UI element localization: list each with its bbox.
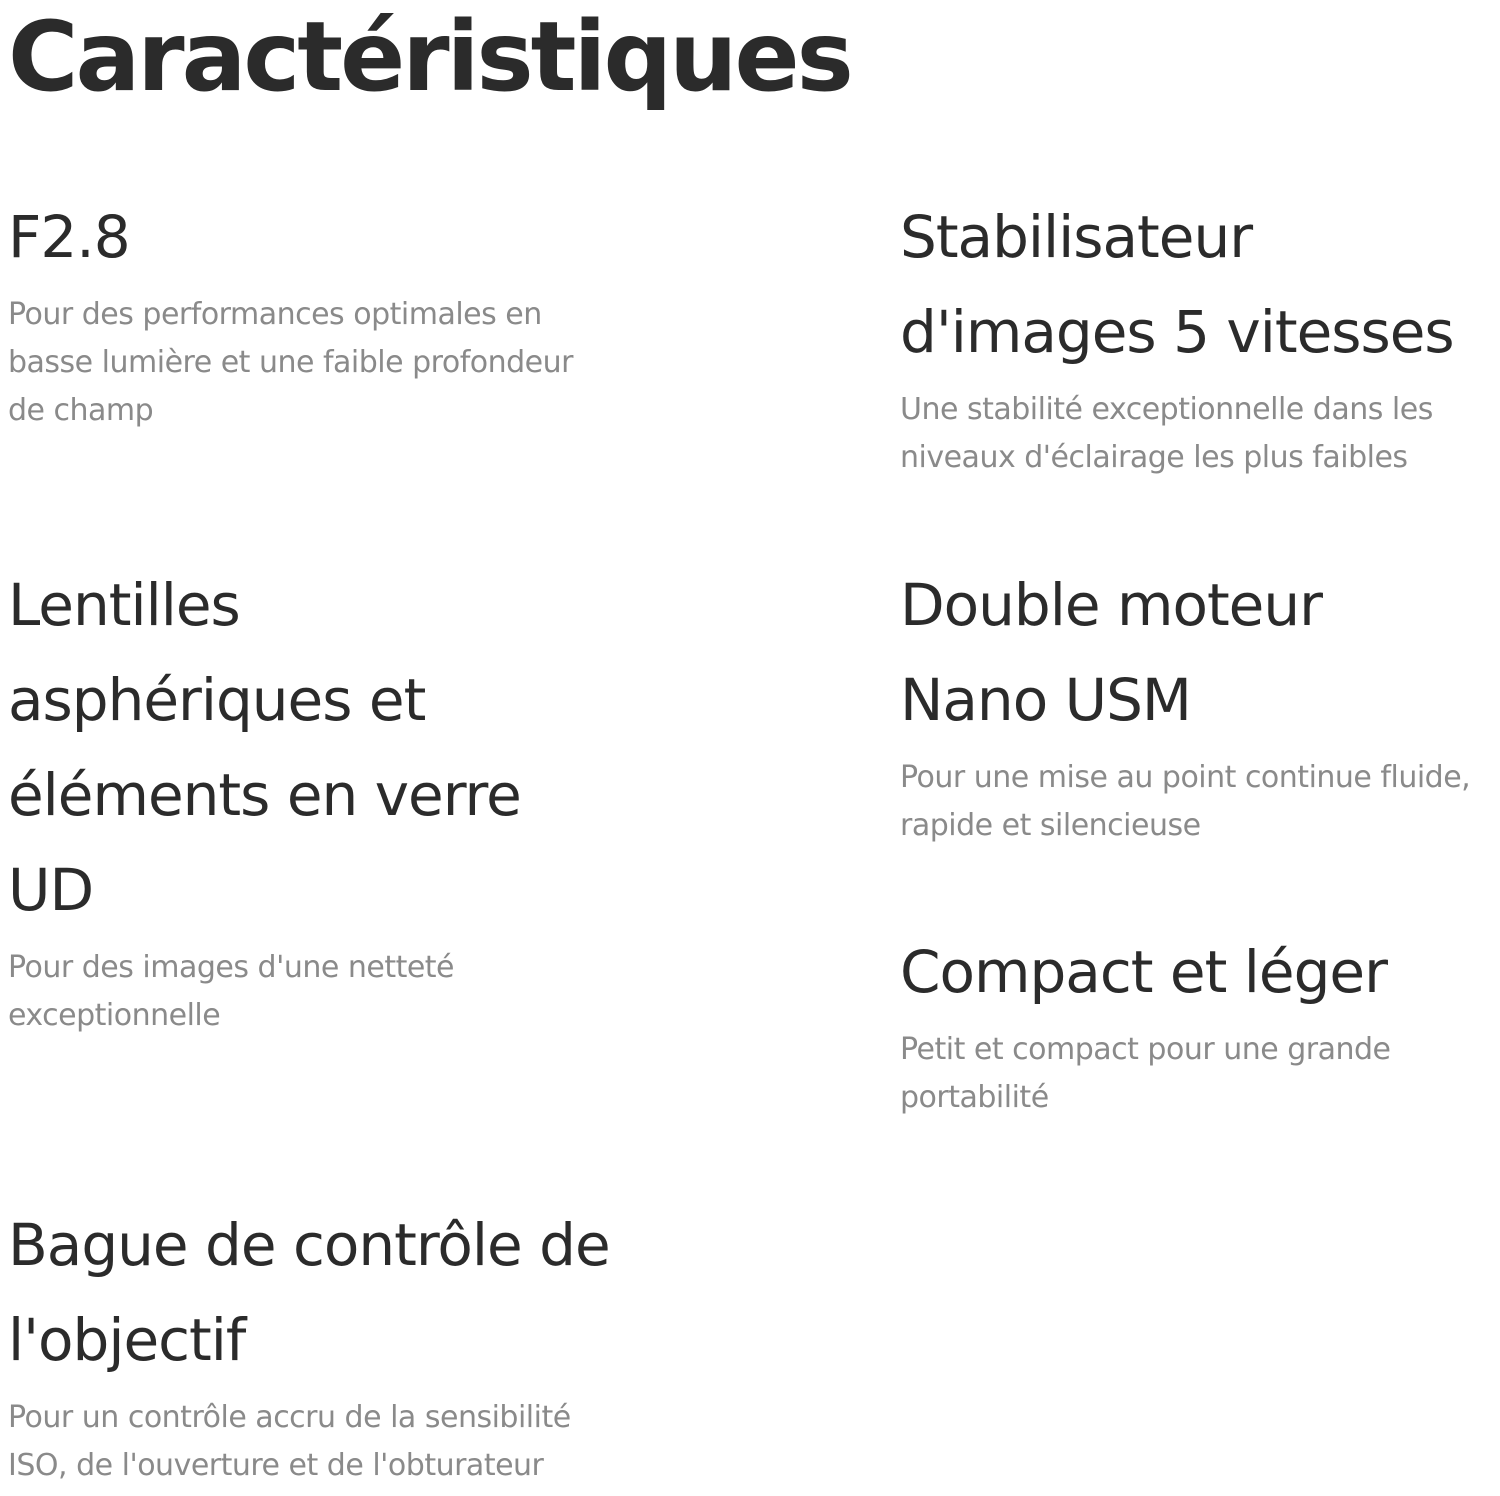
- feature-item-motor: [900, 558, 1500, 850]
- feature-description: Petit et compact pour une grande portabilité: [900, 1032, 1391, 1115]
- feature-title: F2.8: [8, 203, 130, 271]
- feature-title: Lentilles asphériques et éléments en verre UD: [8, 571, 521, 924]
- page-title: Caractéristiques: [8, 1, 851, 113]
- feature-description: Pour un contrôle accru de la sensibilité ISO, de l'ouverture et de l'obturateur: [8, 1400, 571, 1483]
- feature-description: Pour une mise au point continue fluide, rapide et silencieuse: [900, 760, 1471, 843]
- feature-title: Bague de contrôle de l'objectif: [8, 1211, 610, 1374]
- feature-description: Pour des images d'une netteté exceptionnelle: [8, 950, 455, 1033]
- feature-item-compact: [900, 925, 1500, 1122]
- feature-item-control-ring: [8, 1198, 628, 1490]
- feature-title: Compact et léger: [900, 938, 1387, 1006]
- feature-title: Stabilisateur d'images 5 vitesses: [900, 203, 1454, 366]
- feature-item-stabilizer: [900, 190, 1500, 482]
- feature-item-lenses: [8, 558, 608, 1040]
- feature-title: Double moteur Nano USM: [900, 571, 1322, 734]
- feature-description: Une stabilité exceptionnelle dans les niveaux d'éclairage les plus faibles: [900, 392, 1433, 475]
- feature-item-aperture: [8, 190, 608, 435]
- feature-description: Pour des performances optimales en basse lumière et une faible profondeur de champ: [8, 297, 573, 428]
